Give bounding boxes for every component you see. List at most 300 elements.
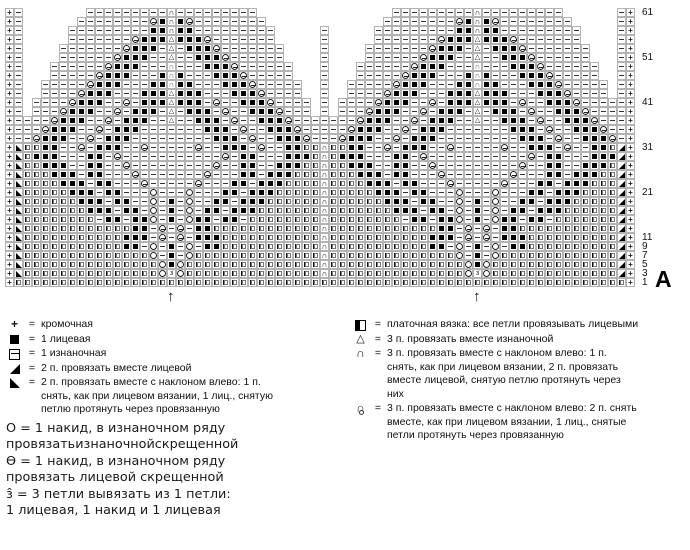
chart-cell <box>329 116 338 125</box>
chart-cell <box>302 89 311 98</box>
chart-cell <box>95 188 104 197</box>
chart-cell <box>563 224 572 233</box>
chart-cell <box>302 98 311 107</box>
chart-cell <box>248 62 257 71</box>
chart-cell <box>32 98 41 107</box>
chart-cell <box>419 233 428 242</box>
chart-cell <box>329 179 338 188</box>
chart-cell <box>383 125 392 134</box>
chart-cell <box>572 98 581 107</box>
chart-cell <box>32 80 41 89</box>
chart-cell <box>284 143 293 152</box>
chart-cell <box>59 269 68 278</box>
chart-cell <box>527 17 536 26</box>
chart-cell <box>392 53 401 62</box>
chart-cell <box>59 215 68 224</box>
chart-cell <box>329 152 338 161</box>
chart-cell <box>329 35 338 44</box>
legend-left-column <box>6 318 344 520</box>
chart-cell <box>302 215 311 224</box>
chart-cell <box>419 107 428 116</box>
chart-cell <box>581 242 590 251</box>
chart-cell <box>410 17 419 26</box>
chart-cell <box>95 251 104 260</box>
chart-cell <box>185 8 194 17</box>
chart-cell <box>158 134 167 143</box>
chart-cell <box>293 260 302 269</box>
chart-cell <box>212 197 221 206</box>
chart-cell <box>86 224 95 233</box>
chart-cell <box>437 224 446 233</box>
chart-cell <box>41 197 50 206</box>
chart-cell <box>140 215 149 224</box>
chart-cell <box>482 116 491 125</box>
chart-cell <box>203 53 212 62</box>
chart-cell <box>626 188 635 197</box>
chart-cell <box>239 197 248 206</box>
chart-cell <box>59 260 68 269</box>
chart-cell <box>176 179 185 188</box>
chart-cell <box>329 107 338 116</box>
chart-cell <box>473 224 482 233</box>
chart-cell <box>554 143 563 152</box>
chart-cell <box>446 251 455 260</box>
chart-cell <box>536 278 545 287</box>
chart-cell <box>437 44 446 53</box>
chart-cell <box>617 143 626 152</box>
chart-cell <box>500 278 509 287</box>
chart-cell <box>437 161 446 170</box>
chart-cell <box>356 188 365 197</box>
chart-cell <box>410 98 419 107</box>
chart-cell <box>581 278 590 287</box>
chart-cell <box>572 44 581 53</box>
chart-cell <box>329 89 338 98</box>
chart-cell <box>392 143 401 152</box>
chart-cell <box>311 188 320 197</box>
chart-cell <box>374 125 383 134</box>
chart-cell <box>77 242 86 251</box>
chart-cell <box>464 260 473 269</box>
chart-cell <box>266 215 275 224</box>
chart-cell <box>275 134 284 143</box>
chart-cell <box>41 242 50 251</box>
chart-cell <box>113 8 122 17</box>
chart-cell <box>239 89 248 98</box>
chart-cell <box>338 224 347 233</box>
chart-cell <box>581 53 590 62</box>
chart-cell <box>554 260 563 269</box>
chart-cell <box>446 125 455 134</box>
chart-cell <box>41 80 50 89</box>
chart-cell <box>545 161 554 170</box>
chart-cell <box>293 170 302 179</box>
sk2p-symbol-icon <box>353 348 368 360</box>
chart-cell <box>68 269 77 278</box>
chart-cell <box>239 260 248 269</box>
chart-cell <box>419 98 428 107</box>
chart-cell <box>536 251 545 260</box>
chart-cell <box>194 125 203 134</box>
chart-cell <box>374 53 383 62</box>
chart-cell <box>572 26 581 35</box>
row-number: 5 <box>642 258 648 270</box>
chart-cell <box>293 89 302 98</box>
chart-cell <box>365 71 374 80</box>
chart-cell <box>140 116 149 125</box>
chart-cell <box>32 188 41 197</box>
chart-cell <box>95 98 104 107</box>
chart-cell <box>32 143 41 152</box>
chart-cell <box>581 143 590 152</box>
chart-cell <box>113 35 122 44</box>
chart-cell <box>203 71 212 80</box>
chart-cell <box>527 35 536 44</box>
chart-cell <box>311 260 320 269</box>
chart-cell <box>23 71 32 80</box>
chart-cell <box>455 242 464 251</box>
chart-cell <box>149 197 158 206</box>
chart-cell <box>338 44 347 53</box>
chart-cell <box>50 152 59 161</box>
chart-cell <box>203 278 212 287</box>
chart-cell <box>320 26 329 35</box>
chart-cell <box>590 242 599 251</box>
chart-cell <box>311 17 320 26</box>
chart-cell <box>428 215 437 224</box>
chart-cell <box>491 179 500 188</box>
chart-cell <box>500 107 509 116</box>
chart-cell <box>500 26 509 35</box>
chart-cell <box>194 152 203 161</box>
chart-cell <box>284 116 293 125</box>
chart-cell <box>464 251 473 260</box>
chart-cell <box>248 251 257 260</box>
chart-cell <box>5 44 14 53</box>
chart-cell <box>500 170 509 179</box>
chart-cell <box>176 197 185 206</box>
equals-sign: = <box>374 318 382 330</box>
chart-cell <box>113 233 122 242</box>
chart-cell <box>275 215 284 224</box>
chart-cell <box>509 179 518 188</box>
chart-cell <box>140 35 149 44</box>
chart-cell <box>176 107 185 116</box>
chart-cell <box>95 134 104 143</box>
chart-cell <box>347 197 356 206</box>
chart-cell <box>365 53 374 62</box>
chart-cell <box>140 89 149 98</box>
chart-cell <box>95 80 104 89</box>
chart-cell <box>113 179 122 188</box>
chart-cell <box>77 215 86 224</box>
chart-cell <box>131 251 140 260</box>
chart-cell <box>59 53 68 62</box>
chart-cell <box>329 53 338 62</box>
chart-cell <box>590 206 599 215</box>
chart-cell <box>599 134 608 143</box>
chart-cell <box>230 278 239 287</box>
chart-cell <box>140 224 149 233</box>
chart-cell <box>329 98 338 107</box>
chart-cell <box>203 161 212 170</box>
chart-cell <box>284 260 293 269</box>
chart-cell <box>50 215 59 224</box>
chart-cell <box>401 179 410 188</box>
chart-cell <box>419 224 428 233</box>
chart-cell <box>536 224 545 233</box>
chart-cell <box>14 188 23 197</box>
chart-cell <box>410 170 419 179</box>
chart-cell <box>77 206 86 215</box>
chart-cell <box>194 161 203 170</box>
plus-symbol-icon <box>7 319 22 331</box>
chart-cell <box>464 35 473 44</box>
chart-cell <box>104 224 113 233</box>
chart-cell <box>392 224 401 233</box>
chart-cell <box>131 269 140 278</box>
legend-item <box>352 318 686 332</box>
chart-cell <box>374 26 383 35</box>
chart-cell <box>392 242 401 251</box>
chart-cell <box>239 161 248 170</box>
chart-cell <box>473 197 482 206</box>
chart-cell <box>302 152 311 161</box>
chart-cell <box>428 143 437 152</box>
chart-cell <box>257 260 266 269</box>
chart-cell <box>383 35 392 44</box>
chart-cell <box>284 242 293 251</box>
chart-cell <box>311 8 320 17</box>
chart-cell <box>365 125 374 134</box>
chart-cell <box>50 188 59 197</box>
chart-cell <box>491 116 500 125</box>
chart-cell <box>131 215 140 224</box>
chart-cell <box>32 89 41 98</box>
chart-cell <box>599 152 608 161</box>
chart-cell <box>23 260 32 269</box>
chart-cell <box>554 17 563 26</box>
chart-cell <box>221 89 230 98</box>
legend-lower-left-line: провязатьизнаночнойскрещенной <box>6 437 239 452</box>
chart-cell <box>338 233 347 242</box>
chart-cell <box>491 161 500 170</box>
chart-cell <box>185 98 194 107</box>
chart-cell <box>239 233 248 242</box>
equals-sign: = <box>374 347 382 359</box>
chart-cell <box>626 62 635 71</box>
chart-cell <box>527 8 536 17</box>
chart-cell <box>473 188 482 197</box>
chart-cell <box>428 197 437 206</box>
chart-cell <box>482 8 491 17</box>
chart-cell <box>491 26 500 35</box>
chart-cell <box>500 143 509 152</box>
chart-cell <box>95 71 104 80</box>
chart-cell <box>518 269 527 278</box>
chart-cell <box>581 206 590 215</box>
chart-cell <box>608 143 617 152</box>
chart-cell <box>563 62 572 71</box>
chart-cell <box>320 278 329 287</box>
chart-cell <box>257 179 266 188</box>
chart-cell <box>167 197 176 206</box>
chart-cell <box>320 98 329 107</box>
chart-cell <box>113 152 122 161</box>
chart-cell <box>509 35 518 44</box>
chart-cell <box>149 152 158 161</box>
chart-cell <box>590 53 599 62</box>
chart-cell <box>68 116 77 125</box>
chart-cell <box>464 188 473 197</box>
chart-cell <box>149 17 158 26</box>
chart-cell <box>545 233 554 242</box>
chart-cell <box>419 188 428 197</box>
chart-cell <box>518 242 527 251</box>
legend-lower-left-line: 1 лицевая, 1 накид и 1 лицевая <box>6 503 221 518</box>
chart-cell <box>392 161 401 170</box>
chart-cell <box>230 62 239 71</box>
chart-cell <box>284 269 293 278</box>
chart-cell <box>446 206 455 215</box>
chart-cell <box>185 152 194 161</box>
chart-cell <box>284 278 293 287</box>
chart-cell <box>167 53 176 62</box>
chart-cell <box>32 251 41 260</box>
chart-cell <box>464 161 473 170</box>
chart-cell <box>464 98 473 107</box>
chart-cell <box>50 242 59 251</box>
chart-cell <box>68 143 77 152</box>
chart-cell <box>59 116 68 125</box>
chart-cell <box>455 134 464 143</box>
chart-cell <box>59 80 68 89</box>
chart-cell <box>212 161 221 170</box>
chart-cell <box>104 71 113 80</box>
chart-cell <box>410 278 419 287</box>
chart-cell <box>176 278 185 287</box>
chart-cell <box>239 269 248 278</box>
chart-cell <box>401 278 410 287</box>
chart-cell <box>104 62 113 71</box>
chart-cell <box>356 35 365 44</box>
chart-cell <box>608 98 617 107</box>
chart-cell <box>86 98 95 107</box>
chart-cell <box>464 44 473 53</box>
chart-cell <box>347 89 356 98</box>
chart-cell <box>419 260 428 269</box>
chart-cell <box>122 116 131 125</box>
chart-cell <box>185 242 194 251</box>
chart-cell <box>257 152 266 161</box>
chart-cell <box>113 143 122 152</box>
chart-cell <box>14 224 23 233</box>
chart-cell <box>113 260 122 269</box>
chart-cell <box>95 224 104 233</box>
chart-cell <box>329 251 338 260</box>
chart-cell <box>59 224 68 233</box>
chart-cell <box>275 269 284 278</box>
chart-cell <box>581 260 590 269</box>
chart-cell <box>230 233 239 242</box>
chart-cell <box>248 107 257 116</box>
chart-cell <box>14 17 23 26</box>
chart-cell <box>32 242 41 251</box>
chart-cell <box>50 143 59 152</box>
chart-cell <box>266 125 275 134</box>
chart-cell <box>608 278 617 287</box>
chart-cell <box>140 206 149 215</box>
chart-cell <box>185 143 194 152</box>
knitting-chart-grid <box>5 8 635 287</box>
chart-cell <box>554 242 563 251</box>
chart-cell <box>185 62 194 71</box>
chart-cell <box>59 233 68 242</box>
chart-cell <box>104 53 113 62</box>
chart-cell <box>590 116 599 125</box>
chart-cell <box>293 206 302 215</box>
chart-cell <box>176 260 185 269</box>
chart-cell <box>329 26 338 35</box>
chart-cell <box>563 152 572 161</box>
chart-cell <box>158 44 167 53</box>
row-number: 61 <box>642 6 654 18</box>
chart-cell <box>131 44 140 53</box>
chart-cell <box>473 62 482 71</box>
chart-cell <box>608 44 617 53</box>
chart-cell <box>608 17 617 26</box>
chart-cell <box>536 260 545 269</box>
chart-cell <box>500 260 509 269</box>
chart-cell <box>572 107 581 116</box>
chart-cell <box>527 44 536 53</box>
chart-cell <box>68 161 77 170</box>
chart-cell <box>437 35 446 44</box>
chart-cell <box>140 53 149 62</box>
chart-cell <box>86 125 95 134</box>
chart-cell <box>482 53 491 62</box>
chart-cell <box>167 98 176 107</box>
chart-cell <box>455 260 464 269</box>
chart-cell <box>149 89 158 98</box>
chart-cell <box>617 8 626 17</box>
chart-cell <box>509 53 518 62</box>
chart-cell <box>158 89 167 98</box>
chart-cell <box>86 215 95 224</box>
chart-cell <box>347 170 356 179</box>
chart-cell <box>149 278 158 287</box>
chart-cell <box>374 143 383 152</box>
chart-cell <box>446 179 455 188</box>
chart-cell <box>383 251 392 260</box>
chart-cell <box>149 233 158 242</box>
chart-cell <box>437 143 446 152</box>
chart-cell <box>356 251 365 260</box>
chart-cell <box>149 44 158 53</box>
chart-cell <box>536 206 545 215</box>
p3tog-symbol-icon <box>353 334 368 346</box>
chart-cell <box>86 134 95 143</box>
chart-cell <box>239 170 248 179</box>
chart-cell <box>41 278 50 287</box>
chart-cell <box>176 53 185 62</box>
chart-cell <box>491 269 500 278</box>
chart-cell <box>68 98 77 107</box>
chart-cell <box>383 242 392 251</box>
chart-cell <box>356 179 365 188</box>
chart-cell <box>437 125 446 134</box>
chart-cell <box>428 35 437 44</box>
